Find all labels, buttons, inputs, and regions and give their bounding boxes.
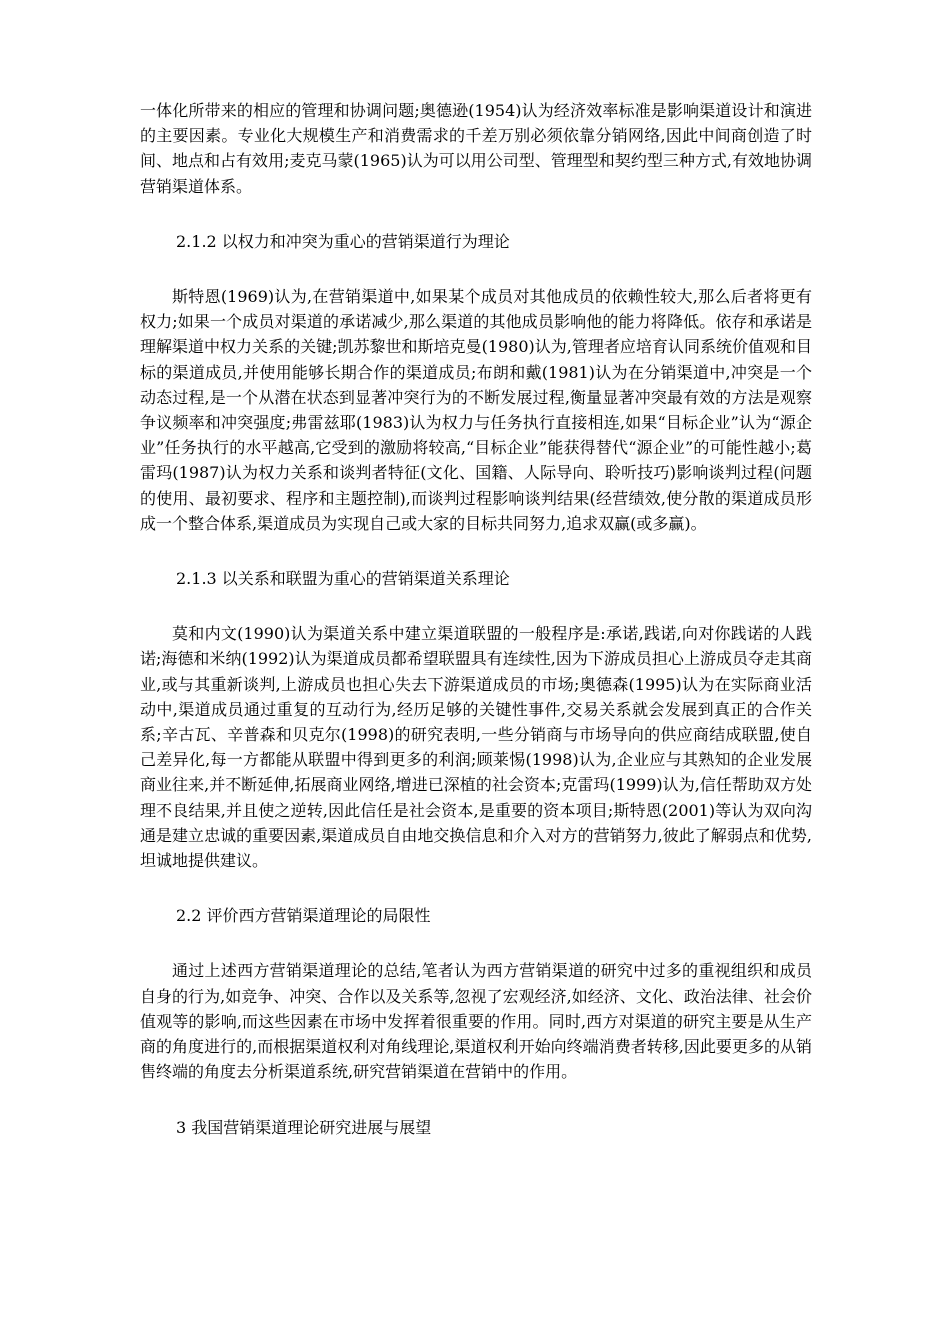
paragraph-limitations: 通过上述西方营销渠道理论的总结,笔者认为西方营销渠道的研究中过多的重视组织和成员自身的行为,如竞争、冲突、合作以及关系等,忽视了宏观经济,如经济、文化、政治法律、社会价值观等的影响,而这些因素在市场中发挥着很重要的作用。同时,西方对渠道的研究主要是从生产商的角度进行的,而根据渠道权利对角线理论,渠道权利开始向终端消费者转移,因此要更多的从销售终端的角度去分析渠道系统,研究营销渠道在营销中的作用。 bbox=[140, 961, 812, 1082]
heading-3: 3 我国营销渠道理论研究进展与展望 bbox=[176, 1117, 432, 1137]
paragraph-power-conflict: 斯特恩(1969)认为,在营销渠道中,如果某个成员对其他成员的依赖性较大,那么后者将更有权力;如果一个成员对渠道的承诺减少,那么渠道的其他成员影响他的能力将降低。依存和承诺是理解渠道中权力关系的关键;凯苏黎世和斯培克曼(1980)认为,管理者应培育认同系统价值观和目标的渠道成员,并使用能够长期合作的渠道成员;布朗和戴(1981)认为在分销渠道中,冲突是一个动态过程,是一个从潜在状态到显著冲突行为的不断发展过程,衡量显著冲突最有效的方法是观察争议频率和冲突强度;弗雷兹耶(1983)认为权力与任务执行直接相连,如果“目标企业”认为“源企业”任务执行的水平越高,它受到的激励将较高,“目标企业”能获得替代“源企业”的可能性越小;葛雷玛(1987)认为权力关系和谈判者特征(文化、国籍、人际导向、聆听技巧)影响谈判过程(问题的使用、最初要求、程序和主题控制),而谈判过程影响谈判结果(经营绩效,使分散的渠道成员形成一个整合体系,渠道成员为实现自己或大家的目标共同努力,追求双赢(或多赢)。 bbox=[140, 287, 812, 533]
paragraph-channel-coordination: 一体化所带来的相应的管理和协调问题;奥德逊(1954)认为经济效率标准是影响渠道设计和演进的主要因素。专业化大规模生产和消费需求的千差万别必须依靠分销网络,因此中间商创造了时间、地点和占有效用;麦克马蒙(1965)认为可以用公司型、管理型和契约型三种方式,有效地协调营销渠道体系。 bbox=[140, 101, 812, 196]
heading-2-1-3: 2.1.3 以关系和联盟为重心的营销渠道关系理论 bbox=[176, 569, 510, 589]
heading-2-1-2: 2.1.2 以权力和冲突为重心的营销渠道行为理论 bbox=[176, 231, 510, 251]
heading-2-2: 2.2 评价西方营销渠道理论的局限性 bbox=[176, 906, 431, 926]
paragraph-relationship-alliance: 莫和内文(1990)认为渠道关系中建立渠道联盟的一般程序是:承诺,践诺,向对你践诺的人践诺;海德和米纳(1992)认为渠道成员都希望联盟具有连续性,因为下游成员担心上游成员夺走其商业,或与其重新谈判,上游成员也担心失去下游渠道成员的市场;奥德森(1995)认为在实际商业活动中,渠道成员通过重复的互动行为,经历足够的关键性事件,交易关系就会发展到真正的合作关系;辛古瓦、辛普森和贝克尔(1998)的研究表明,一些分销商与市场导向的供应商结成联盟,使自己差异化,每一方都能从联盟中得到更多的利润;顾莱惕(1998)认为,企业应与其熟知的企业发展商业往来,并不断延伸,拓展商业网络,增进已深植的社会资本;克雷玛(1999)认为,信任帮助双方处理不良结果,并且使之逆转,因此信任是社会资本,是重要的资本项目;斯特恩(2001)等认为双向沟通是建立忠诚的重要因素,渠道成员自由地交换信息和介入对方的营销努力,彼此了解弱点和优势,坦诚地提供建议。 bbox=[140, 624, 812, 871]
document-page bbox=[140, 98, 812, 1140]
